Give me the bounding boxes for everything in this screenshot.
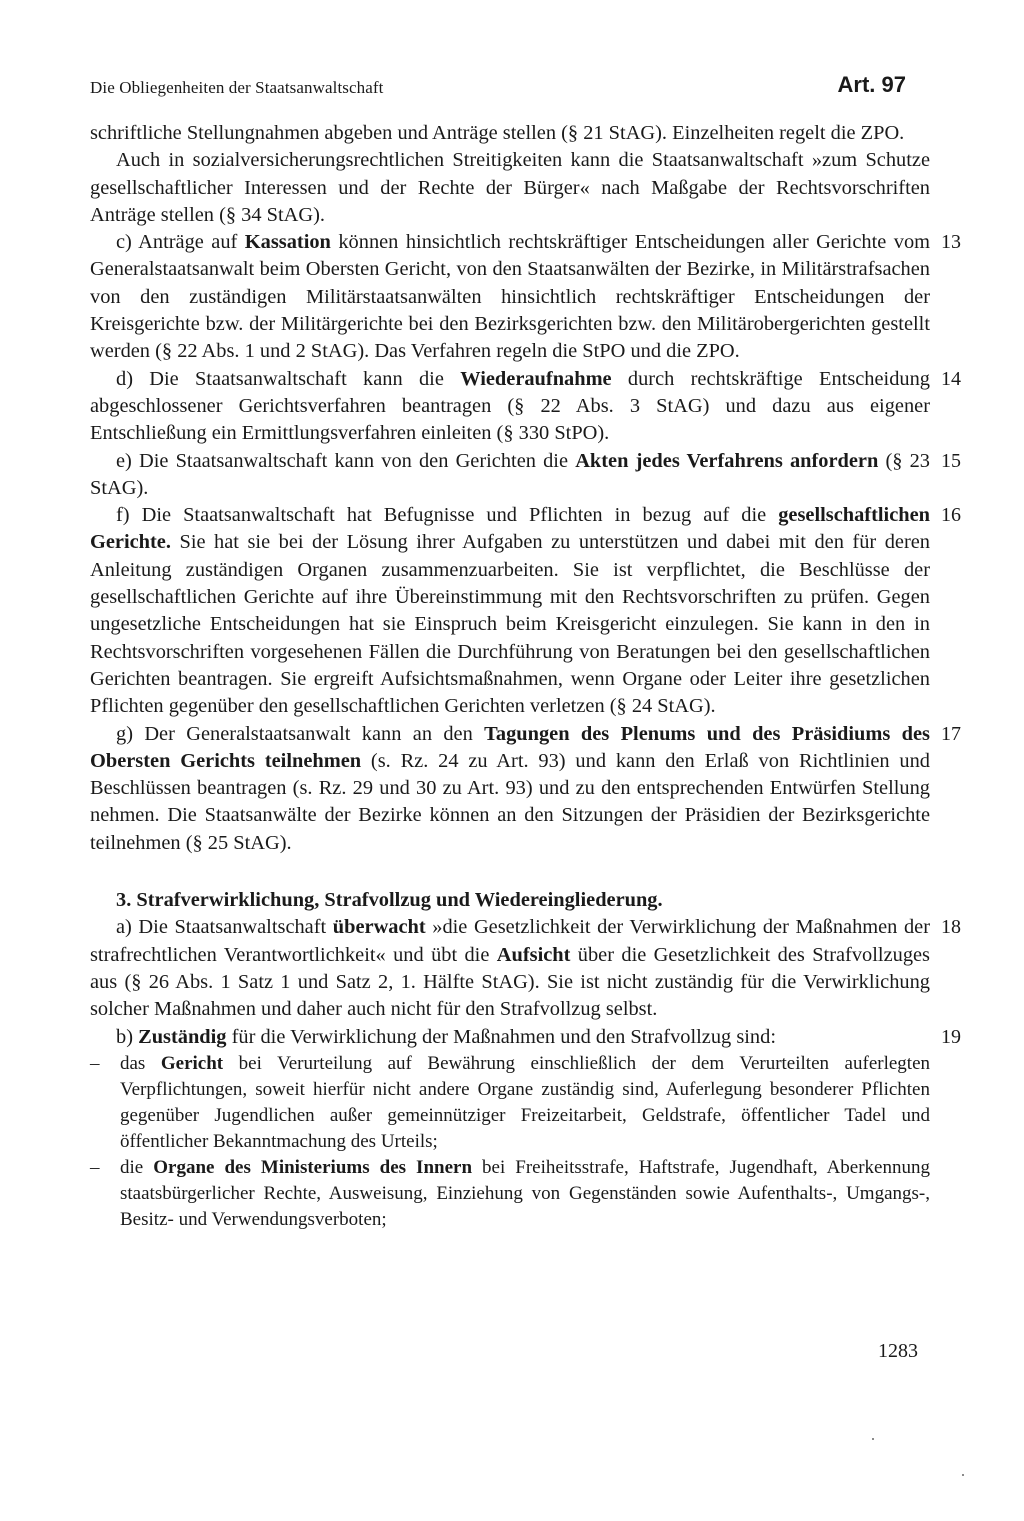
bold-term: überwacht	[332, 916, 426, 939]
text-run: (§ 23 StAG).	[90, 449, 931, 499]
dash-list	[90, 1051, 930, 1233]
margin-number: 18	[941, 916, 961, 939]
text-run: d) Die Staatsanwaltschaft kann die	[116, 367, 461, 390]
section-spacer	[90, 857, 930, 887]
text-run: für die Verwirklichung der Maßnahmen und den Strafvollzug sind:	[226, 1025, 776, 1048]
text-run: b)	[116, 1025, 139, 1048]
bold-term: Tagungen des Plenums und des Präsidiums des Obersten Gerichts teilnehmen	[90, 722, 930, 772]
text-run: durch rechtskräftige Entscheidung abgeschlossener Gerichtsverfahren beantragen (§ 22 Abs. 3 StAG) und dazu aus eigener Entschließung ein Ermittlungsverfahren einleiten (§ 330 StPO).	[90, 367, 930, 445]
paragraph-group-2	[90, 914, 961, 1050]
bold-term: Wiederaufnahme	[460, 367, 612, 390]
bold-term: Zuständig	[138, 1025, 227, 1048]
paragraph	[90, 229, 961, 365]
text-run: g) Der Generalstaatsanwalt kann an den	[116, 722, 485, 745]
bold-term: Kassation	[244, 231, 331, 254]
margin-number: 17	[941, 722, 961, 745]
paragraph	[90, 721, 961, 857]
dash-bullet: –	[90, 1156, 100, 1178]
text-run: (s. Rz. 24 zu Art. 93) und kann den Erlaß von Richtlinien und Beschlüssen beantragen (s. Rz. 29 und 30 zu Art. 93) und zu den entsprechenden Entwürfen Stellung nehmen. Die Staatsanwälte der Bezirke können an den Sitzungen der Präsidien der Bezirksgerichte teilnehmen (§ 25 StAG).	[90, 749, 930, 854]
text-run: bei Verurteilung auf Bewährung einschließlich der dem Verurteilten auferlegten Verpflichtungen, soweit hierfür nicht andere Organe zuständig sind, Auferlegung besonderer Pflichten gegenüber Jugendlichen außer gemeinnütziger Freizeitarbeit, Geldstrafe, öffentlicher Tadel und öffentlicher Bekanntmachung des Urteils;	[120, 1052, 931, 1152]
text-run: a) Die Staatsanwaltschaft	[116, 916, 333, 939]
text-run: Auch in sozialversicherungsrechtlichen Streitigkeiten kann die Staatsanwaltschaft »zum Schutze gesellschaftlicher Interessen und der Rechte der Bürger« nach Maßgabe der Rechtsvorschriften Anträge stellen (§ 34 StAG).	[90, 149, 930, 226]
paragraph	[90, 147, 930, 229]
margin-number: 14	[941, 367, 961, 390]
text-run: e) Die Staatsanwaltschaft kann von den Gerichten die	[116, 449, 576, 472]
margin-number: 19	[941, 1025, 961, 1048]
text-run: c) Anträge auf	[116, 231, 245, 254]
margin-number: 13	[941, 231, 961, 254]
text-run: Sie hat sie bei der Lösung ihrer Aufgaben zu unterstützen und dabei mit den für deren Anleitung zuständigen Organen zusammenzuarbeiten. Sie ist verpflichtet, die Beschlüsse der gesellschaftlichen Gerichte auf ihre Übereinstimmung mit den Rechtsvorschriften zu prüfen. Gegen ungesetzliche Entscheidungen hat sie Einspruch beim Kreisgericht einzulegen. Sie kann in den in Rechtsvorschriften vorgesehenen Fällen die Durchführung von Beratungen bei den gesellschaftlichen Gerichten beantragen. Sie ergreift Aufsichtsmaßnahmen, wenn Organe oder Leiter ihre gesetzlichen Pflichten gegenüber den gesellschaftlichen Gerichten verletzen (§ 24 StAG).	[90, 531, 930, 718]
paragraph	[90, 1024, 961, 1051]
paragraph	[90, 502, 961, 720]
body-text	[90, 120, 961, 1233]
text-run: bei Freiheitsstrafe, Haftstrafe, Jugendhaft, Aberkennung staatsbürgerlicher Rechte, Ausweisung, Einziehung von Gegenständen sowie Aufenthalts-, Umgangs-, Besitz- und Verwendungsverboten;	[120, 1156, 930, 1230]
list-item	[90, 1051, 930, 1155]
dash-bullet: –	[90, 1052, 100, 1074]
list-item	[90, 1155, 930, 1233]
running-head: Die Obliegenheiten der Staatsanwaltschaft	[90, 78, 384, 97]
text-run: das	[120, 1052, 161, 1074]
bold-term: Aufsicht	[496, 943, 571, 966]
bold-term: Organe des Ministeriums des Innern	[153, 1156, 473, 1178]
text-run: über die Gesetzlichkeit des Strafvollzuges aus (§ 26 Abs. 1 Satz 1 und Satz 2, 1. Hälfte StAG). Sie ist nicht zuständig für die Verwirklichung solcher Maßnahmen und daher auch nicht für den Strafvollzug selbst.	[90, 943, 930, 1021]
paragraph	[90, 448, 961, 503]
margin-number: 16	[941, 504, 961, 527]
paragraph	[90, 914, 961, 1023]
scan-speck	[962, 1474, 964, 1476]
bold-term: Akten jedes Verfahrens anfordern	[575, 449, 879, 472]
page-number: 1283	[878, 1340, 918, 1362]
bold-term: Gericht	[160, 1052, 224, 1074]
text-run: die	[120, 1156, 154, 1178]
bold-term: gesellschaftlichen Gerichte.	[90, 504, 930, 554]
text-run: schriftliche Stellungnahmen abgeben und Anträge stellen (§ 21 StAG). Einzelheiten regelt die ZPO.	[90, 122, 905, 144]
paragraph-group-1	[90, 120, 961, 857]
paragraph	[90, 120, 930, 147]
margin-number: 15	[941, 449, 961, 472]
article-label: Art. 97	[837, 72, 906, 97]
section-heading: 3. Strafverwirklichung, Strafvollzug und Wiedereingliederung.	[116, 889, 663, 912]
paragraph	[90, 366, 961, 448]
text-run: können hinsichtlich rechtskräftiger Entscheidungen aller Gerichte vom Generalstaatsanwalt beim Obersten Gericht, von den Staatsanwälten der Bezirke, in Militärstrafsachen von den zuständigen Militärstaatsanwälten hinsichtlich rechtskräftiger Entscheidungen der Kreisgerichte bzw. der Militärgerichte bei den Bezirksgerichten bzw. den Militärobergerichten gestellt werden (§ 22 Abs. 1 und 2 StAG). Das Verfahren regeln die StPO und die ZPO.	[90, 231, 931, 363]
text-run: »die Gesetzlichkeit der Verwirklichung der Maßnahmen der strafrechtlichen Verantwortlichkeit« und übt die	[90, 916, 930, 966]
scan-speck	[872, 1438, 874, 1440]
text-run: f) Die Staatsanwaltschaft hat Befugnisse und Pflichten in bezug auf die	[116, 504, 779, 527]
